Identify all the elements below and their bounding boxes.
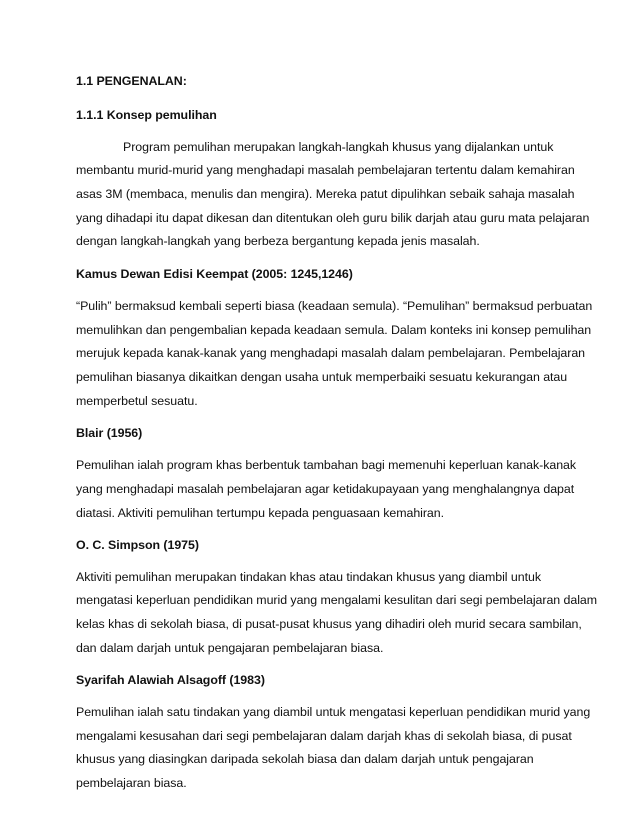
source-line: Aktiviti pemulihan merupakan tindakan khas atau tindakan khusus yang diambil untuk [76, 570, 541, 584]
source-line: Pemulihan ialah program khas berbentuk tambahan bagi memenuhi keperluan kanak-kanak [76, 458, 577, 472]
subsection-heading: 1.1.1 Konsep pemulihan [76, 108, 217, 122]
intro-line: membantu murid-murid yang menghadapi masalah pembelajaran tertentu dalam kemahiran [76, 163, 575, 177]
source-line: memulihkan dan pengembalian kepada keadaan semula. Dalam konteks ini konsep pemulihan [76, 323, 592, 337]
source-line: merujuk kepada kanak-kanak yang menghadapi masalah dalam pembelajaran. Pembelajaran [76, 346, 585, 360]
intro-line: Program pemulihan merupakan langkah-langkah khusus yang dijalankan untuk [123, 140, 554, 154]
source-line: diatasi. Aktiviti pemulihan tertumpu kepada penguasaan kemahiran. [76, 506, 445, 520]
source-line: dan dalam darjah untuk pengajaran pembelajaran biasa. [76, 641, 384, 655]
source-line: mengatasi keperluan pendidikan murid yang mengalami kesulitan dari segi pembelajaran dalam [76, 593, 598, 607]
source-line: pembelajaran biasa. [76, 776, 187, 790]
source-heading: Syarifah Alawiah Alsagoff (1983) [76, 673, 265, 687]
source-line: “Pulih” bermaksud kembali seperti biasa (keadaan semula). “Pemulihan” bermaksud perbuatan [76, 299, 593, 313]
source-line: khusus yang diasingkan daripada sekolah biasa dan dalam darjah untuk pengajaran [76, 752, 534, 766]
source-heading: Blair (1956) [76, 426, 143, 440]
source-line: Pemulihan ialah satu tindakan yang diambil untuk mengatasi keperluan pendidikan murid yang [76, 705, 591, 719]
source-line: mengalami kesusahan dari segi pembelajaran dalam darjah khas di sekolah biasa, di pusat [76, 729, 572, 743]
intro-line: yang dihadapi itu dapat dikesan dan ditentukan oleh guru bilik darjah atau guru mata pelajaran [76, 211, 590, 225]
intro-line: asas 3M (membaca, menulis dan mengira). Mereka patut dipulihkan sebaik sahaja masalah [76, 187, 575, 201]
source-line: kelas khas di sekolah biasa, di pusat-pusat khusus yang dihadiri oleh murid secara sambilan, [76, 617, 582, 631]
source-line: memperbetul sesuatu. [76, 394, 198, 408]
source-line: pemulihan biasanya dikaitkan dengan usaha untuk memperbaiki sesuatu kekurangan atau [76, 370, 568, 384]
source-heading: Kamus Dewan Edisi Keempat (2005: 1245,1246) [76, 267, 353, 281]
source-heading: O. C. Simpson (1975) [76, 538, 199, 552]
source-line: yang menghadapi masalah pembelajaran agar ketidakupayaan yang menghalangnya dapat [76, 482, 575, 496]
intro-line: dengan langkah-langkah yang berbeza bergantung kepada jenis masalah. [76, 234, 480, 248]
section-heading: 1.1 PENGENALAN: [76, 74, 187, 88]
